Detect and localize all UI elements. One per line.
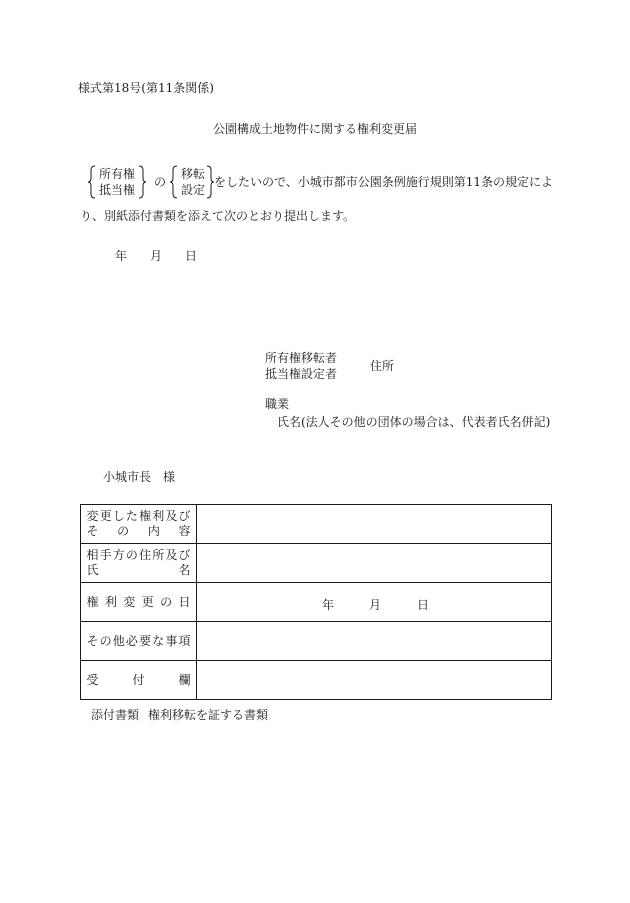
option-ownership: 所有権 [99, 167, 136, 181]
changed-right-content-input[interactable] [197, 505, 552, 544]
table-row [81, 505, 552, 544]
date-month: 月 [150, 249, 163, 263]
row1-label-line1: 変 更 し た 権 利 及 び [86, 509, 191, 523]
table-date-month: 月 [369, 598, 382, 612]
action-type-options [170, 165, 215, 199]
attachment-label: 添付書類 [91, 708, 140, 722]
right-brace-icon [206, 165, 214, 199]
row4-label: そ の 他 必 要 な 事 項 [86, 633, 191, 648]
table-row [81, 583, 552, 622]
table-row [81, 544, 552, 583]
other-matters-input[interactable] [197, 622, 552, 661]
reception-cell [197, 661, 552, 700]
body-line-1: をしたいので、小城市都市公園条例施行規則第11条の規定によ [214, 175, 554, 189]
form-number: 様式第18号(第11条関係) [78, 81, 214, 95]
name-label: 氏名(法人その他の団体の場合は、代表者氏名併記) [277, 415, 551, 429]
option-establish: 設定 [181, 183, 206, 197]
right-brace-icon [138, 165, 146, 199]
option-transfer: 移転 [181, 167, 206, 181]
date-day: 日 [185, 249, 198, 263]
row5-label: 受 付 欄 [86, 672, 191, 687]
table-date-day: 日 [417, 598, 430, 612]
table-date-year: 年 [322, 598, 335, 612]
applicant-role-mortgage: 抵当権設定者 [265, 367, 338, 381]
table-row [81, 622, 552, 661]
row2-label-line2: 氏 名 [86, 563, 191, 577]
date-year: 年 [115, 249, 128, 263]
applicant-role-transfer: 所有権移転者 [265, 351, 338, 365]
document-title: 公園構成土地物件に関する権利変更届 [213, 122, 418, 136]
row2-label-line1: 相 手 方 の 住 所 及 び [86, 548, 191, 562]
particle-no: の [154, 175, 167, 189]
body-line-2: り、別紙添付書類を添えて次のとおり提出します。 [80, 209, 356, 223]
row1-label-line2: そ の 内 容 [86, 524, 191, 538]
address-label: 住所 [370, 359, 395, 373]
left-brace-icon [170, 165, 178, 199]
change-date-input[interactable] [197, 583, 552, 622]
form-table [80, 504, 552, 700]
addressee: 小城市長 様 [103, 470, 176, 484]
attachment-value: 権利移転を証する書類 [148, 708, 269, 722]
left-brace-icon [88, 165, 96, 199]
occupation-label: 職業 [265, 397, 290, 411]
option-mortgage: 抵当権 [99, 183, 136, 197]
counterparty-input[interactable] [197, 544, 552, 583]
table-row [81, 661, 552, 700]
right-type-options [88, 165, 148, 199]
row3-label: 権 利 変 更 の 日 [86, 594, 191, 609]
